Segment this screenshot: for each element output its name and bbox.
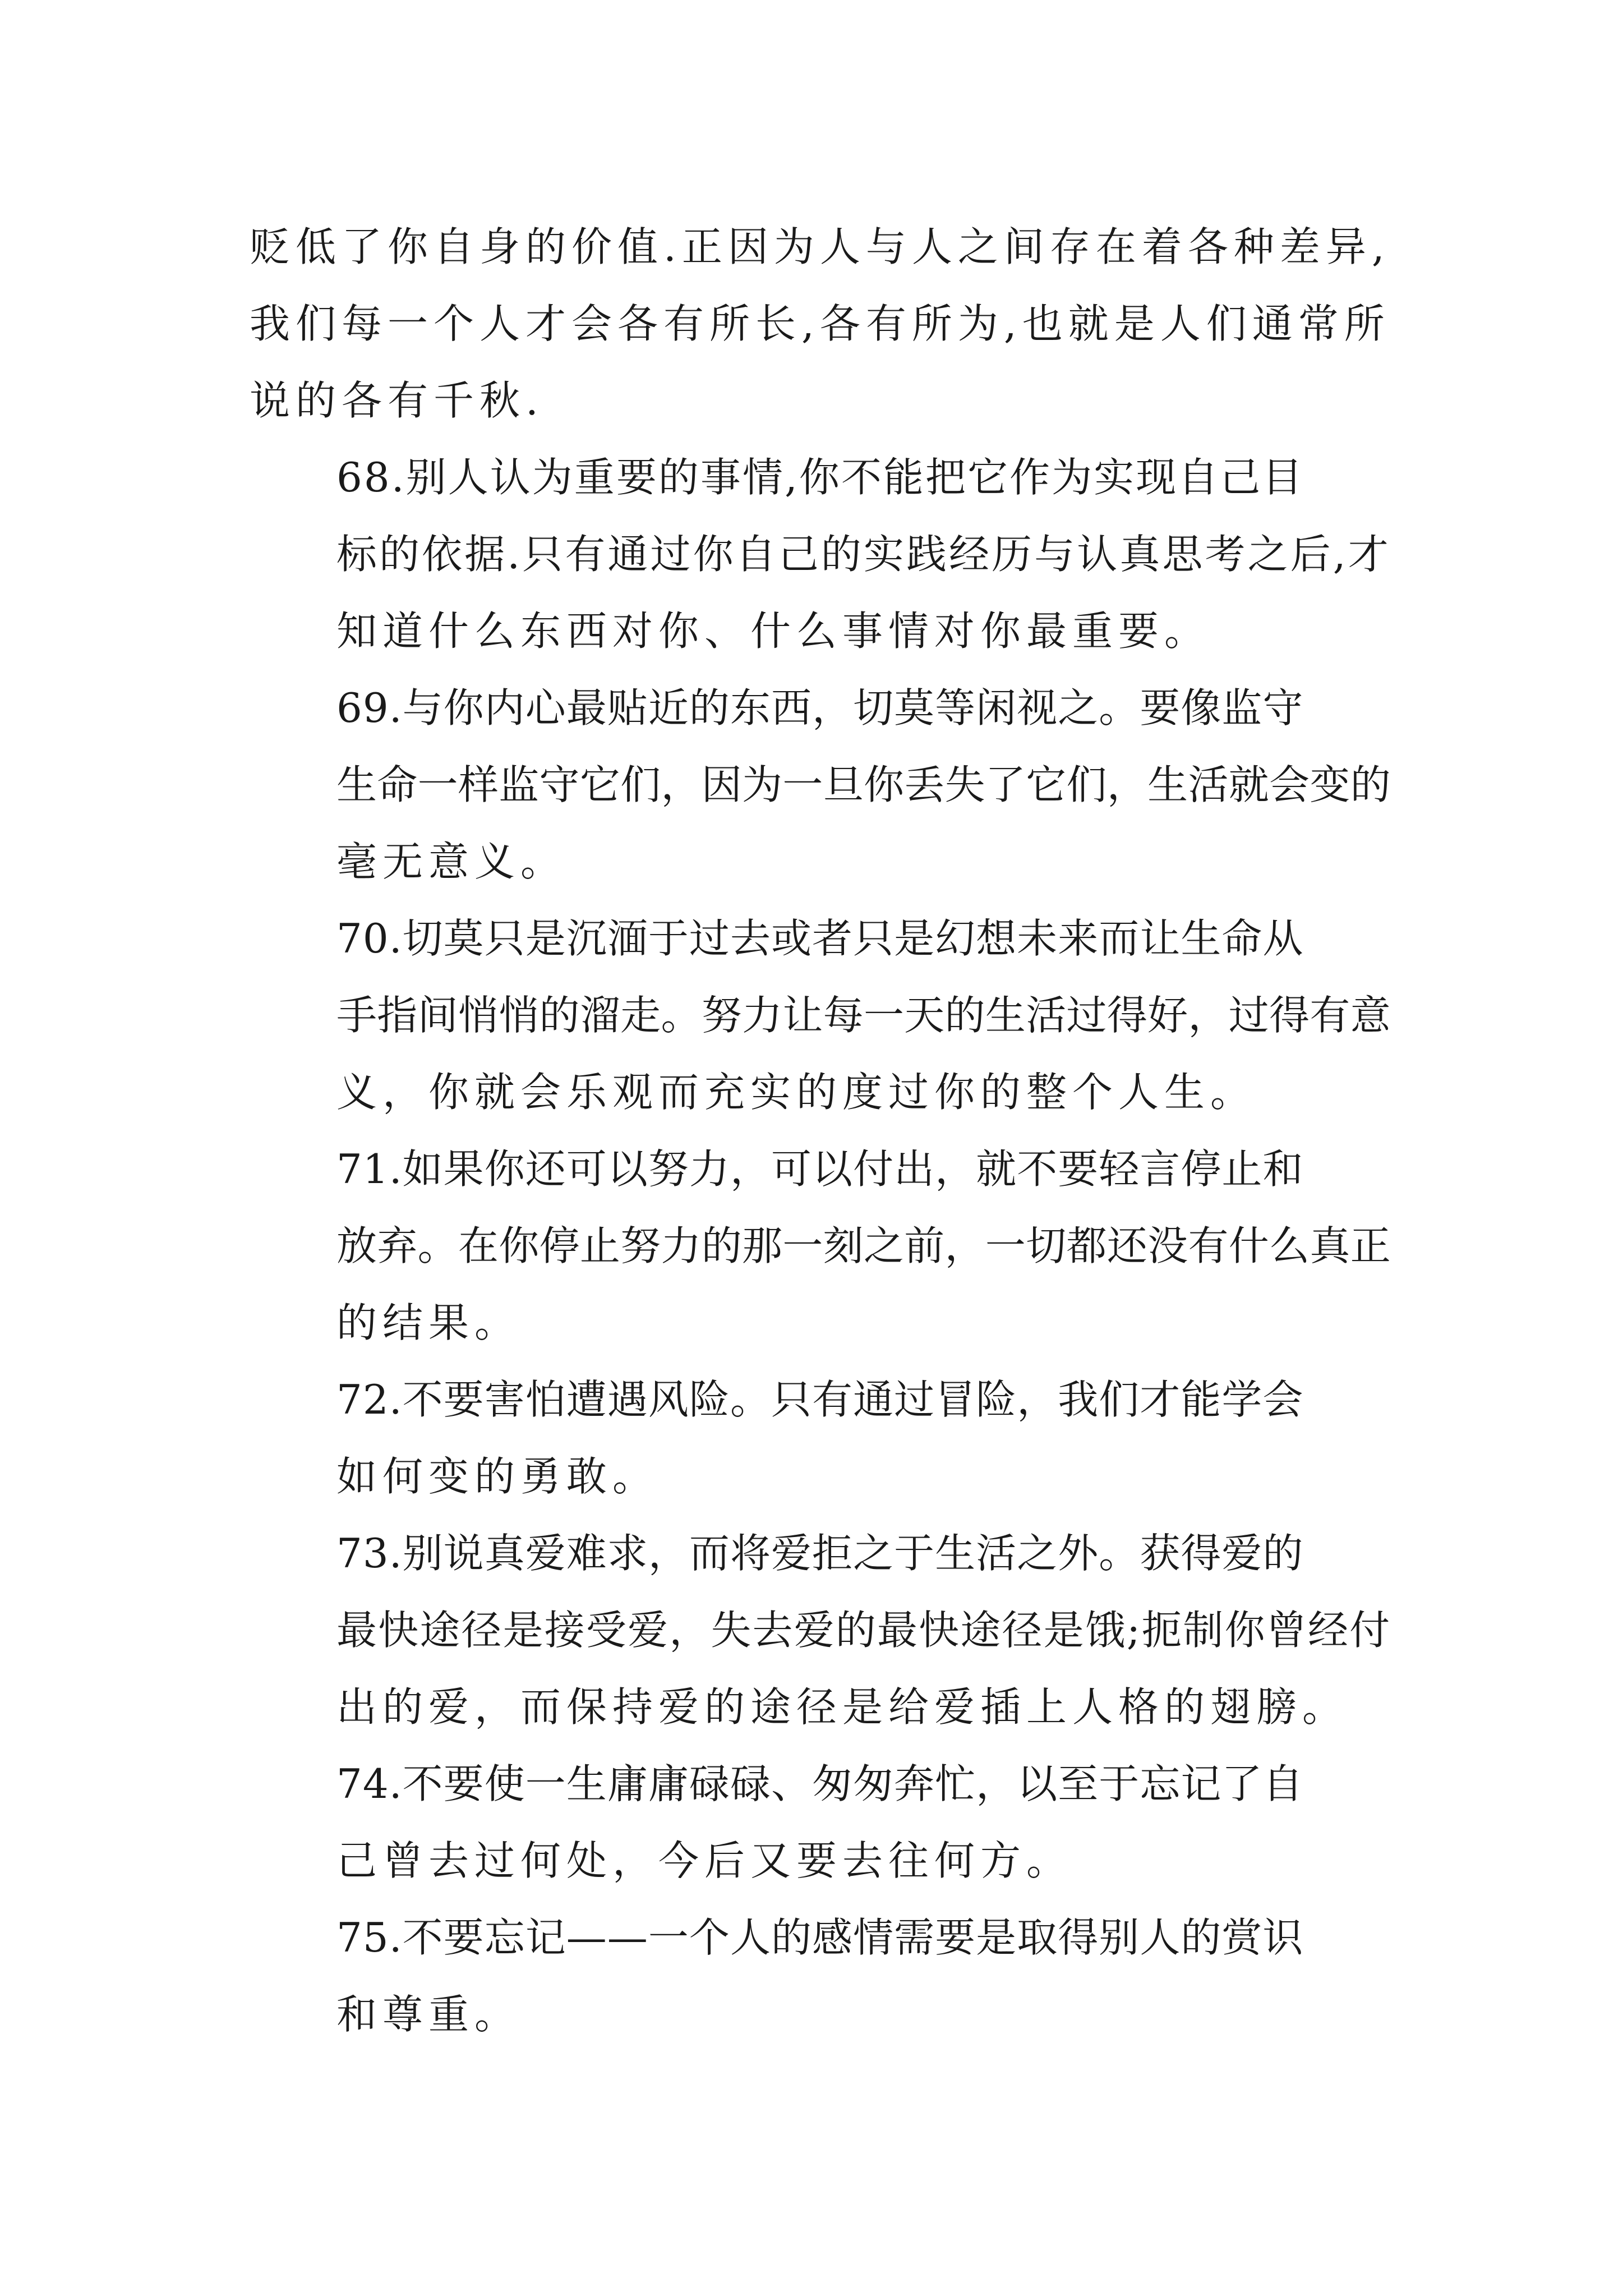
text-line: 我们每一个人才会各有所长,各有所为,也就是人们通常所 xyxy=(250,300,1390,347)
paragraph xyxy=(250,670,1391,900)
paragraph xyxy=(250,1131,1391,1361)
text-line: 标的依据.只有通过你自己的实践经历与认真思考之后,才 xyxy=(336,531,1391,578)
text-line: 68.别人认为重要的事情,你不能把它作为实现自己目 xyxy=(336,454,1304,501)
text-line: 73.别说真爱难求，而将爱拒之于生活之外。获得爱的 xyxy=(336,1530,1304,1577)
text-line: 义，你就会乐观而充实的度过你的整个人生。 xyxy=(336,1069,1257,1116)
text-line: 贬低了你自身的价值.正因为人与人之间存在着各种差异, xyxy=(250,223,1390,270)
text-line: 毫无意义。 xyxy=(336,838,567,885)
text-line: 放弃。在你停止努力的那一刻之前，一切都还没有什么真正 xyxy=(336,1222,1391,1269)
text-line: 71.如果你还可以努力，可以付出，就不要轻言停止和 xyxy=(336,1145,1304,1193)
text-line: 手指间悄悄的溜走。努力让每一天的生活过得好，过得有意 xyxy=(336,992,1391,1039)
paragraph xyxy=(250,1361,1391,1515)
text-line: 生命一样监守它们，因为一旦你丢失了它们，生活就会变的 xyxy=(336,761,1391,808)
text-line: 知道什么东西对你、什么事情对你最重要。 xyxy=(336,608,1211,655)
paragraph xyxy=(250,1746,1391,1899)
paragraph xyxy=(250,209,1391,439)
text-line: 如何变的勇敢。 xyxy=(336,1453,659,1500)
text-line: 的结果。 xyxy=(336,1299,521,1346)
text-line: 69.与你内心最贴近的东西，切莫等闲视之。要像监守 xyxy=(336,684,1304,731)
text-line: 72.不要害怕遭遇风险。只有通过冒险，我们才能学会 xyxy=(336,1376,1304,1423)
paragraph xyxy=(250,1899,1391,2053)
paragraph xyxy=(250,900,1391,1131)
text-line: 75.不要忘记——一个人的感情需要是取得别人的赏识 xyxy=(336,1914,1304,1961)
text-line: 74.不要使一生庸庸碌碌、匆匆奔忙，以至于忘记了自 xyxy=(336,1760,1304,1807)
paragraph xyxy=(250,1515,1391,1746)
text-line: 出的爱，而保持爱的途径是给爱插上人格的翅膀。 xyxy=(336,1683,1349,1731)
paragraph xyxy=(250,439,1391,670)
document-body xyxy=(250,209,1391,2053)
text-line: 说的各有千秋. xyxy=(250,377,544,424)
text-line: 70.切莫只是沉湎于过去或者只是幻想未来而让生命从 xyxy=(336,915,1304,962)
text-line: 和尊重。 xyxy=(336,1991,521,2038)
text-line: 最快途径是接受爱，失去爱的最快途径是饿;扼制你曾经付 xyxy=(336,1607,1391,1654)
text-line: 己曾去过何处，今后又要去往何方。 xyxy=(336,1837,1073,1884)
